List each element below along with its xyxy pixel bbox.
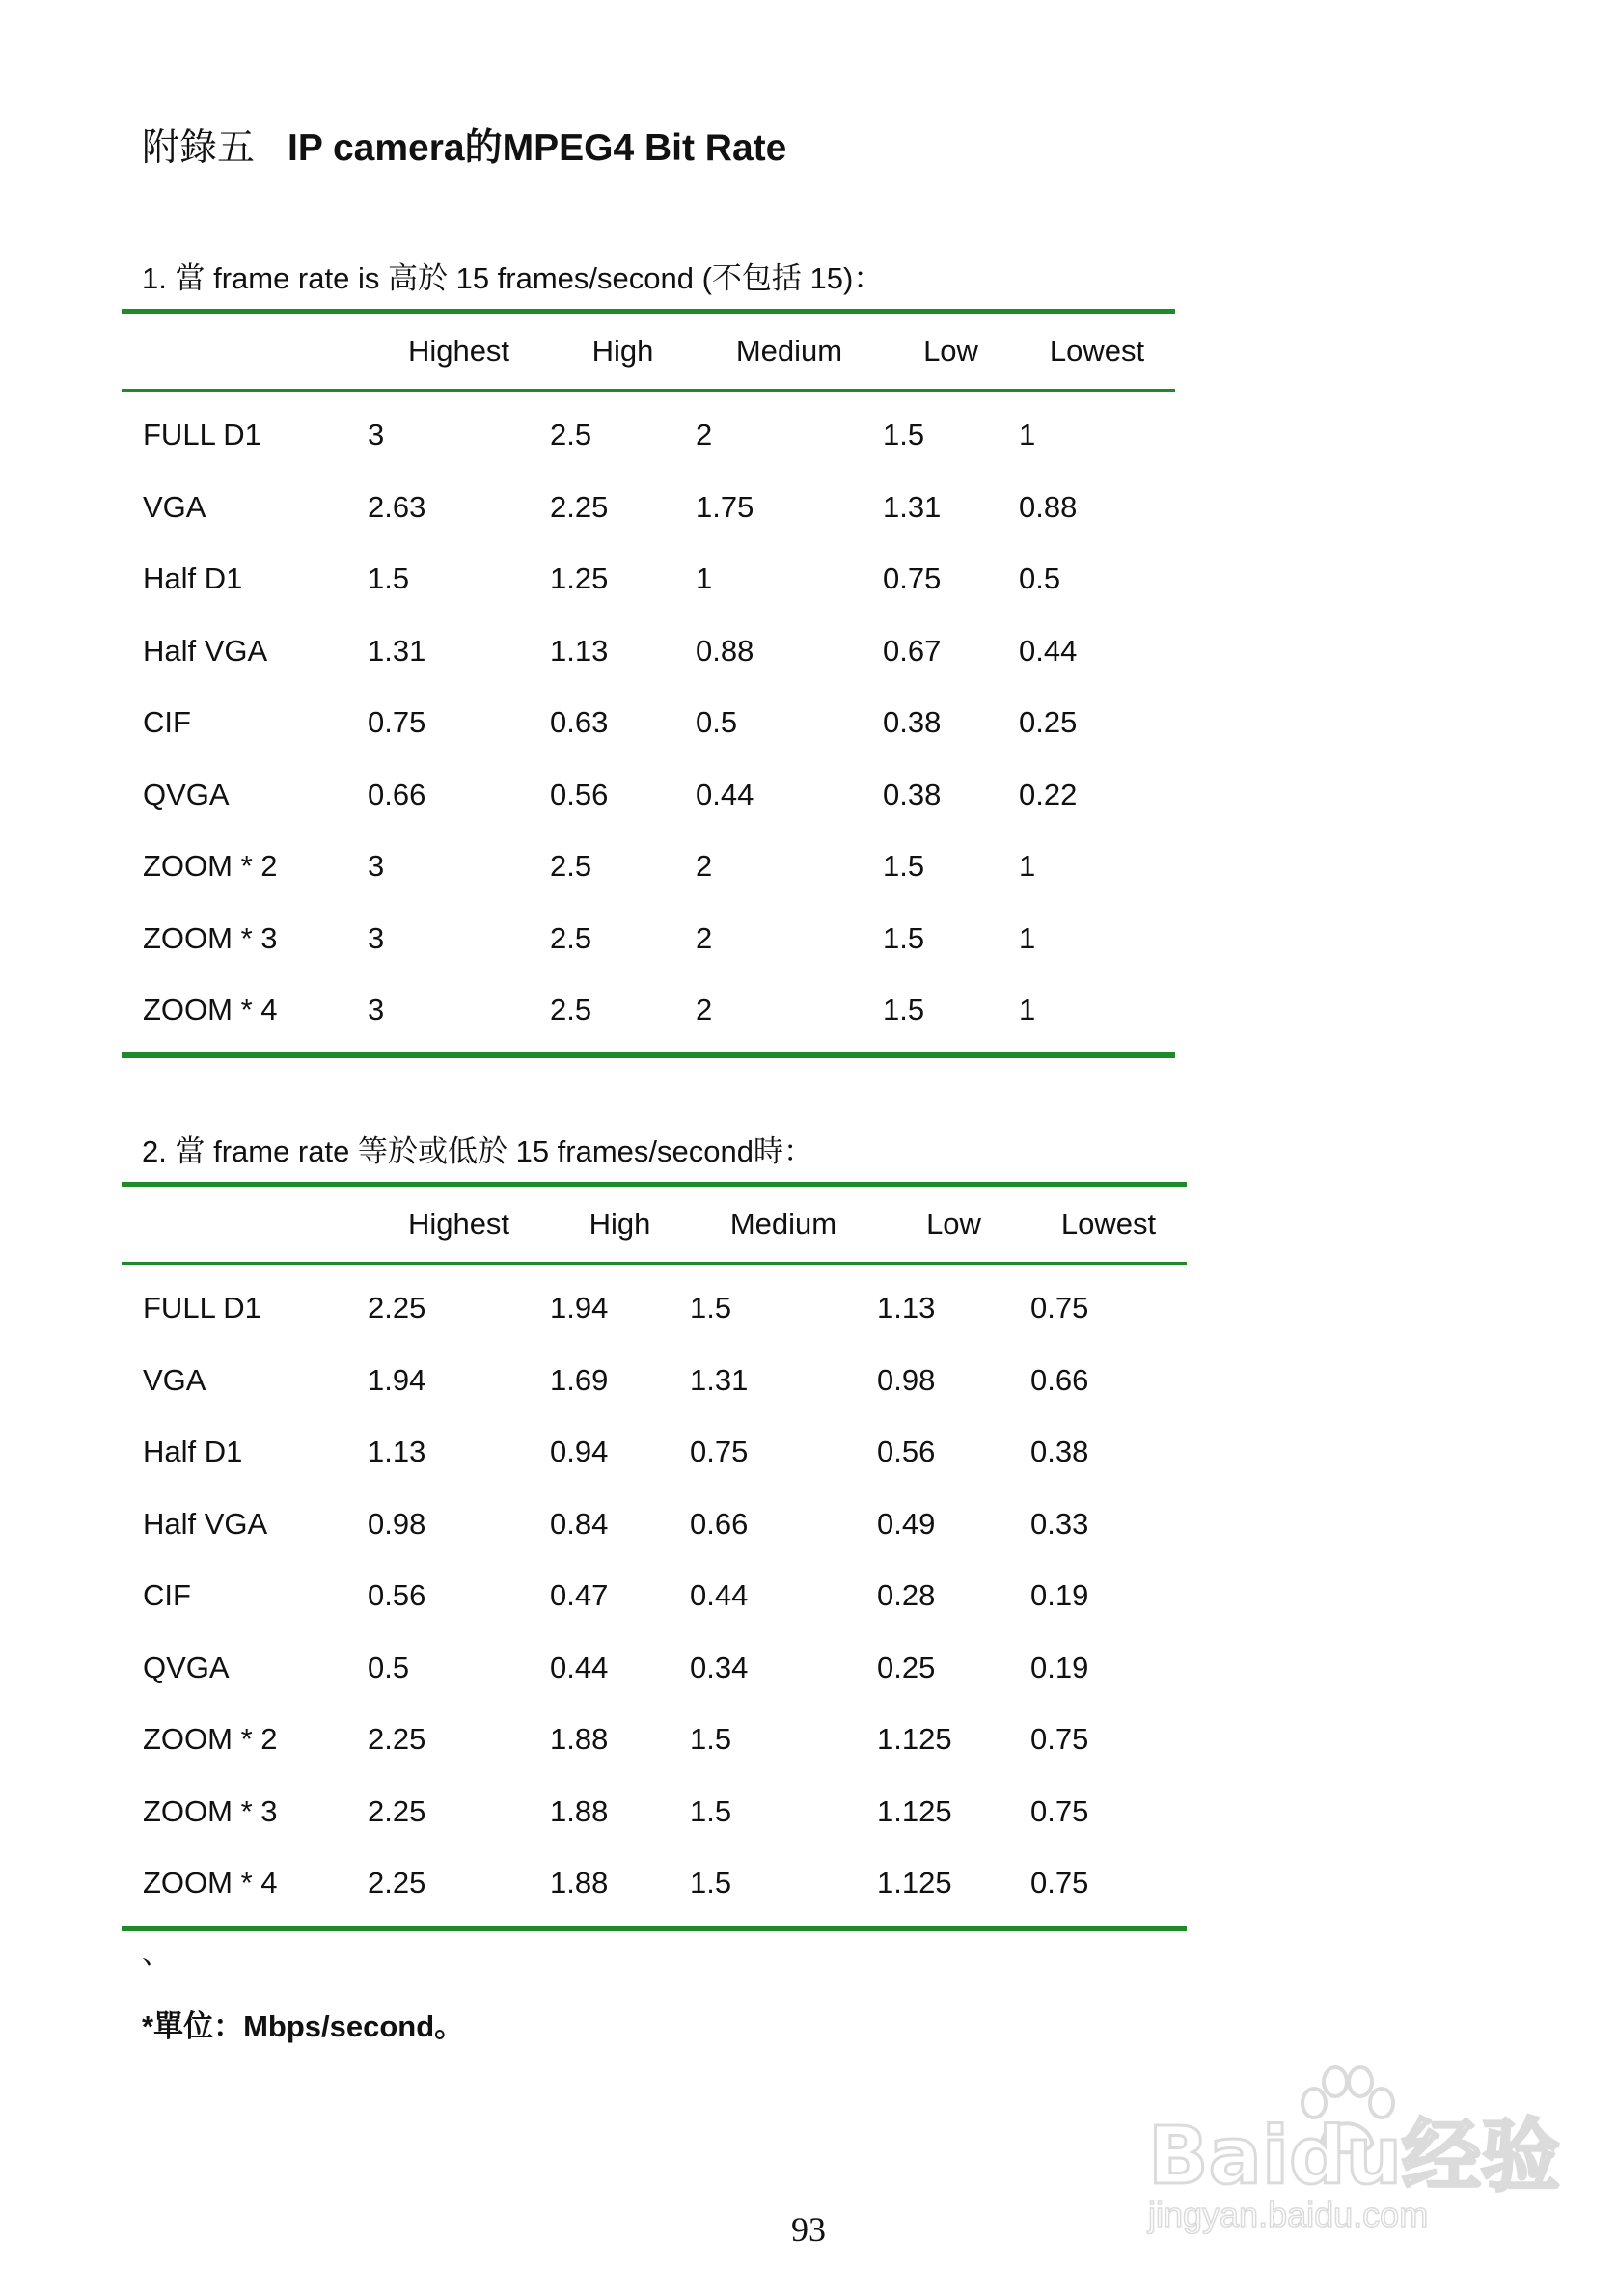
table-row bbox=[122, 1560, 1187, 1632]
table-cell: 1.13 bbox=[877, 1291, 936, 1326]
table-row bbox=[122, 974, 1175, 1055]
table-cell: 2 bbox=[696, 418, 713, 452]
table-cell: 1.5 bbox=[690, 1793, 732, 1828]
header-medium: Medium bbox=[729, 1207, 837, 1241]
unit-note: *單位：Mbps/second。 bbox=[142, 2009, 465, 2043]
header-high: High bbox=[589, 1207, 651, 1241]
header-blank bbox=[122, 312, 368, 391]
table-cell: 0.5 bbox=[696, 705, 738, 740]
table-cell: 1.5 bbox=[690, 1291, 732, 1326]
table-cell: 1.5 bbox=[883, 849, 925, 884]
table-cell: 3 bbox=[368, 920, 385, 955]
table-cell: 1.94 bbox=[368, 1362, 426, 1397]
table-cell: 1.5 bbox=[883, 993, 925, 1027]
table-cell: 2.5 bbox=[550, 849, 592, 884]
row-label: Half D1 bbox=[143, 1435, 243, 1469]
row-label: ZOOM * 4 bbox=[143, 1866, 278, 1900]
table-cell: 1 bbox=[1019, 418, 1036, 452]
page-number: 93 bbox=[791, 2210, 826, 2249]
row-label: FULL D1 bbox=[143, 1291, 261, 1326]
table-cell: 0.75 bbox=[1030, 1793, 1089, 1828]
row-label: ZOOM * 3 bbox=[143, 1793, 278, 1828]
row-label: CIF bbox=[143, 1578, 191, 1613]
table-cell: 0.44 bbox=[550, 1650, 609, 1684]
table-cell: 2.5 bbox=[550, 993, 592, 1027]
header-medium: Medium bbox=[735, 334, 843, 368]
row-label: VGA bbox=[143, 489, 206, 524]
table-cell: 1.5 bbox=[690, 1722, 732, 1757]
table-cell: 0.44 bbox=[1019, 633, 1078, 668]
table-cell: 0.56 bbox=[550, 777, 609, 811]
table-header-row bbox=[122, 312, 1175, 391]
table-row bbox=[122, 472, 1175, 544]
table-header-row bbox=[122, 1185, 1187, 1264]
table-cell: 1.69 bbox=[550, 1362, 609, 1397]
table-cell: 2 bbox=[696, 993, 713, 1027]
table-cell: 1.31 bbox=[368, 633, 426, 668]
table-cell: 0.5 bbox=[368, 1650, 410, 1684]
table-cell: 1.88 bbox=[550, 1722, 609, 1757]
table-cell: 0.33 bbox=[1030, 1506, 1089, 1541]
table-cell: 3 bbox=[368, 993, 385, 1027]
table-cell: 1.5 bbox=[883, 920, 925, 955]
table-row bbox=[122, 1776, 1187, 1848]
table-cell: 1.5 bbox=[883, 418, 925, 452]
table-cell: 2 bbox=[696, 849, 713, 884]
table-cell: 1.31 bbox=[690, 1362, 749, 1397]
table-cell: 1.94 bbox=[550, 1291, 609, 1326]
table-cell: 3 bbox=[368, 849, 385, 884]
page-heading bbox=[142, 118, 786, 172]
table-cell: 0.56 bbox=[368, 1578, 426, 1613]
header-high: High bbox=[591, 334, 654, 368]
table-cell: 0.5 bbox=[1019, 561, 1061, 596]
table-cell: 1 bbox=[696, 561, 713, 596]
table-cell: 0.75 bbox=[1030, 1722, 1089, 1757]
table-cell: 1.13 bbox=[550, 633, 609, 668]
table-cell: 0.66 bbox=[1030, 1362, 1089, 1397]
table-cell: 0.98 bbox=[877, 1362, 936, 1397]
table-body bbox=[122, 391, 1175, 1055]
table-cell: 0.25 bbox=[877, 1650, 936, 1684]
table-cell: 0.22 bbox=[1019, 777, 1078, 811]
table-cell: 2.63 bbox=[368, 489, 426, 524]
table-cell: 0.19 bbox=[1030, 1650, 1089, 1684]
row-label: ZOOM * 2 bbox=[143, 849, 278, 884]
table-cell: 1.5 bbox=[368, 561, 410, 596]
table-cell: 1 bbox=[1019, 920, 1036, 955]
table-cell: 0.94 bbox=[550, 1435, 609, 1469]
table-cell: 0.44 bbox=[696, 777, 754, 811]
table-cell: 2.25 bbox=[368, 1793, 426, 1828]
table-cell: 0.75 bbox=[690, 1435, 749, 1469]
table-row bbox=[122, 1345, 1187, 1417]
row-label: ZOOM * 2 bbox=[143, 1722, 278, 1757]
header-lowest: Lowest bbox=[1060, 1207, 1157, 1241]
table-row bbox=[122, 1416, 1187, 1489]
table-cell: 0.75 bbox=[368, 705, 426, 740]
bitrate-table-low-framerate bbox=[122, 1182, 1187, 1931]
table-cell: 0.88 bbox=[1019, 489, 1078, 524]
header-highest: Highest bbox=[407, 334, 510, 368]
table-cell: 0.28 bbox=[877, 1578, 936, 1613]
section2-caption: 2. 當 frame rate 等於或低於 15 frames/second時： bbox=[142, 1134, 813, 1168]
table-row bbox=[122, 615, 1175, 688]
table-cell: 0.25 bbox=[1019, 705, 1078, 740]
table-cell: 0.66 bbox=[368, 777, 426, 811]
table-row bbox=[122, 831, 1175, 903]
table-cell: 0.47 bbox=[550, 1578, 609, 1613]
table-cell: 1.5 bbox=[690, 1866, 732, 1900]
table-cell: 1.125 bbox=[877, 1722, 952, 1757]
table-cell: 0.98 bbox=[368, 1506, 426, 1541]
header-low: Low bbox=[926, 1207, 981, 1241]
table-cell: 0.19 bbox=[1030, 1578, 1089, 1613]
table-cell: 2.25 bbox=[368, 1291, 426, 1326]
table-cell: 0.88 bbox=[696, 633, 754, 668]
table-cell: 1.31 bbox=[883, 489, 942, 524]
table-cell: 1 bbox=[1019, 993, 1036, 1027]
table-cell: 2.25 bbox=[550, 489, 609, 524]
header-lowest: Lowest bbox=[1049, 334, 1145, 368]
table-cell: 2.5 bbox=[550, 418, 592, 452]
table-cell: 0.75 bbox=[883, 561, 942, 596]
header-highest: Highest bbox=[407, 1207, 510, 1241]
table-cell: 2.25 bbox=[368, 1866, 426, 1900]
table-row bbox=[122, 1632, 1187, 1705]
header-blank bbox=[122, 1185, 368, 1264]
table-cell: 1.125 bbox=[877, 1793, 952, 1828]
table-row bbox=[122, 543, 1175, 615]
row-label: ZOOM * 3 bbox=[143, 920, 278, 955]
table-cell: 1.13 bbox=[368, 1435, 426, 1469]
table-cell: 1 bbox=[1019, 849, 1036, 884]
table-row bbox=[122, 1489, 1187, 1561]
row-label: Half D1 bbox=[143, 561, 243, 596]
stray-punctuation: 、 bbox=[142, 1938, 171, 1970]
table-cell: 1.88 bbox=[550, 1866, 609, 1900]
table-cell: 2.5 bbox=[550, 920, 592, 955]
table-cell: 2 bbox=[696, 920, 713, 955]
row-label: FULL D1 bbox=[143, 418, 261, 452]
bitrate-table-high-framerate bbox=[122, 309, 1175, 1058]
table-row bbox=[122, 1847, 1187, 1928]
table-cell: 2.25 bbox=[368, 1722, 426, 1757]
row-label: Half VGA bbox=[143, 1506, 268, 1541]
row-label: QVGA bbox=[143, 1650, 230, 1684]
header-low: Low bbox=[923, 334, 978, 368]
table-cell: 0.38 bbox=[883, 705, 942, 740]
row-label: Half VGA bbox=[143, 633, 268, 668]
section1-caption: 1. 當 frame rate is 高於 15 frames/second (不包括 15)： bbox=[142, 261, 884, 295]
row-label: VGA bbox=[143, 1362, 206, 1397]
table-cell: 1.25 bbox=[550, 561, 609, 596]
appendix-label: 附錄五 bbox=[142, 127, 256, 169]
watermark-brand: Baidu经验 bbox=[1148, 2111, 1561, 2202]
table-cell: 1.75 bbox=[696, 489, 754, 524]
table-cell: 0.75 bbox=[1030, 1866, 1089, 1900]
table-cell: 0.75 bbox=[1030, 1291, 1089, 1326]
row-label: QVGA bbox=[143, 777, 230, 811]
row-label: CIF bbox=[143, 705, 191, 740]
table-body bbox=[122, 1264, 1187, 1928]
table-cell: 3 bbox=[368, 418, 385, 452]
table-row bbox=[122, 759, 1175, 832]
table-cell: 0.56 bbox=[877, 1435, 936, 1469]
table-cell: 0.49 bbox=[877, 1506, 936, 1541]
table-cell: 0.38 bbox=[883, 777, 942, 811]
table-row bbox=[122, 1264, 1187, 1345]
table-row bbox=[122, 1704, 1187, 1776]
table-cell: 1.125 bbox=[877, 1866, 952, 1900]
table-cell: 0.63 bbox=[550, 705, 609, 740]
page-title: IP camera的MPEG4 Bit Rate bbox=[288, 127, 787, 169]
table-cell: 0.67 bbox=[883, 633, 942, 668]
table-cell: 0.84 bbox=[550, 1506, 609, 1541]
table-row bbox=[122, 391, 1175, 472]
table-cell: 0.34 bbox=[690, 1650, 749, 1684]
table-row bbox=[122, 903, 1175, 975]
table-cell: 1.88 bbox=[550, 1793, 609, 1828]
table-row bbox=[122, 687, 1175, 759]
baidu-watermark bbox=[1148, 2064, 1561, 2238]
table-cell: 0.38 bbox=[1030, 1435, 1089, 1469]
table-cell: 0.44 bbox=[690, 1578, 749, 1613]
row-label: ZOOM * 4 bbox=[143, 993, 278, 1027]
watermark-url: jingyan.baidu.com bbox=[1148, 2195, 1429, 2234]
table-cell: 0.66 bbox=[690, 1506, 749, 1541]
